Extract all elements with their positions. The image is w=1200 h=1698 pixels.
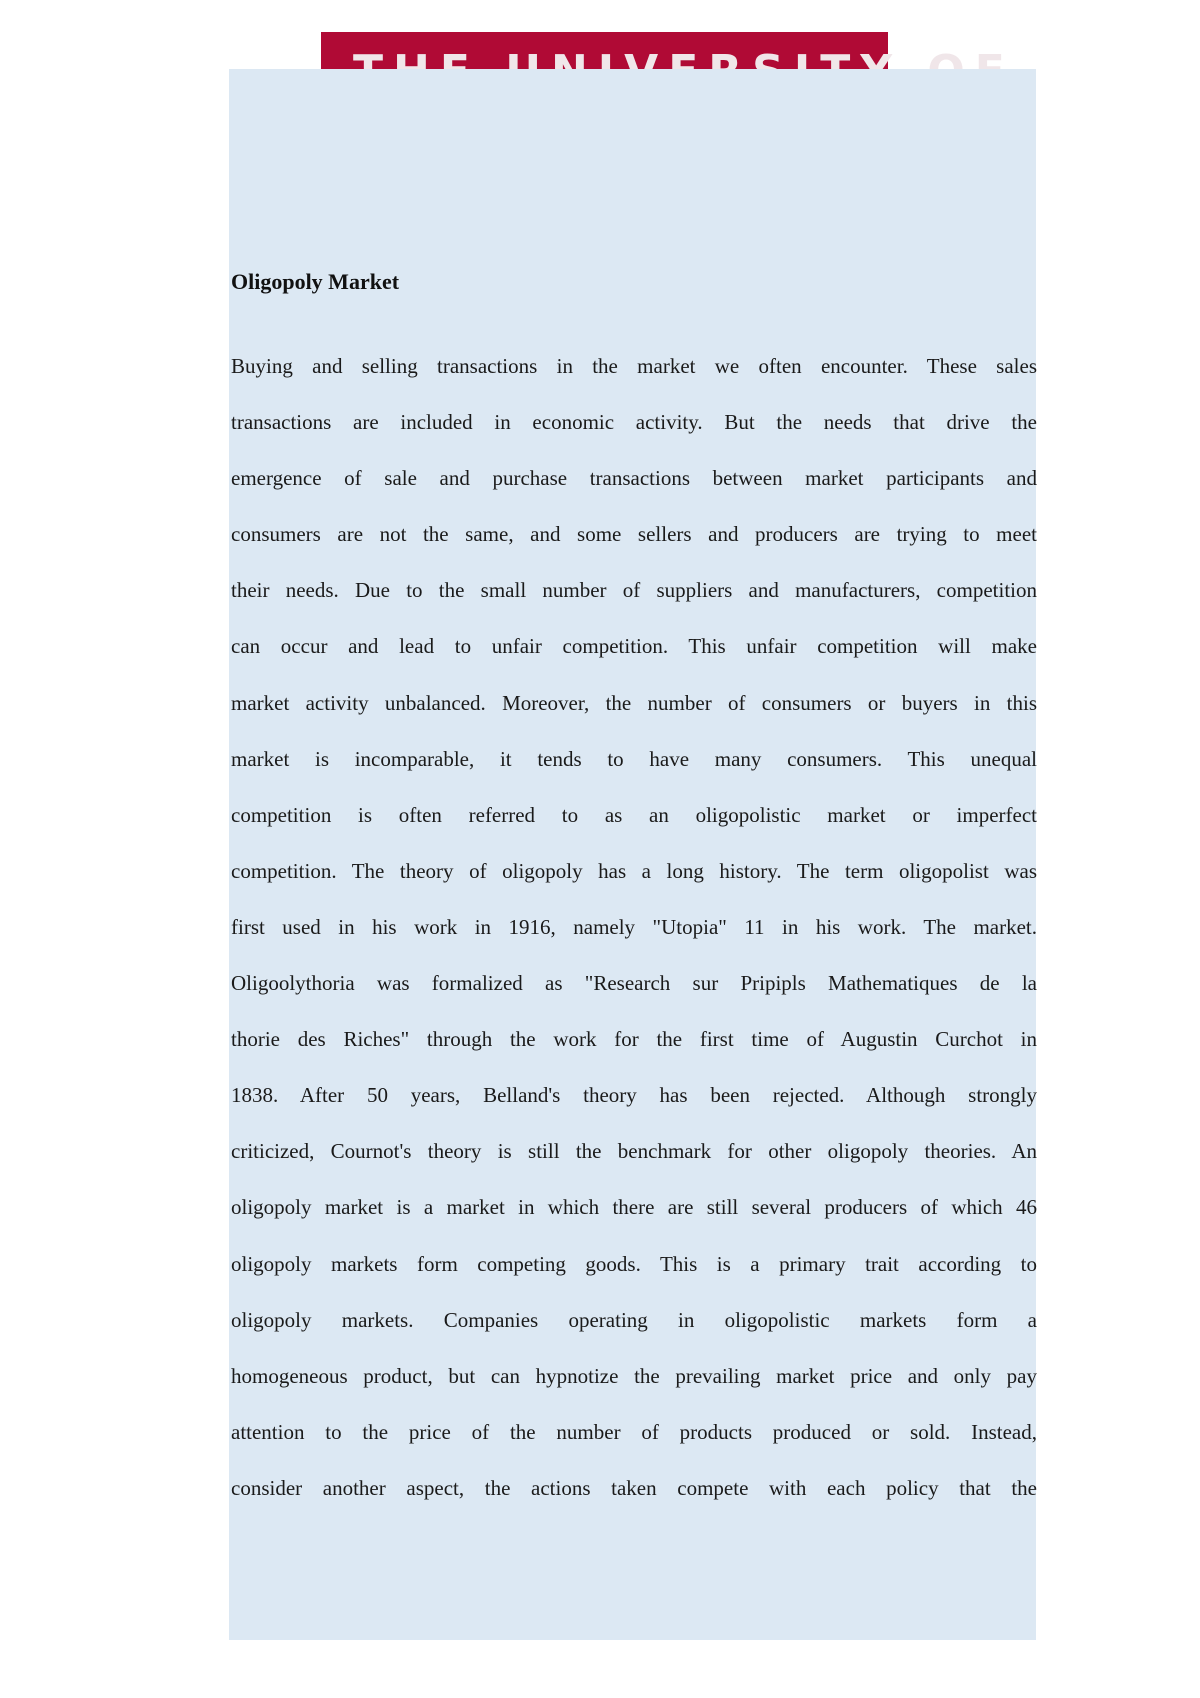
body-line: competition. The theory of oligopoly has a long history. The term oligopolist was [231,858,1037,883]
body-line: Buying and selling transactions in the market we often encounter. These sales [231,354,1037,378]
body-line: thorie des Riches" through the work for the first time of Augustin Curchot in [231,1027,1037,1052]
body-line: 1838. After 50 years, Belland's theory has been rejected. Although strongly [231,1083,1037,1108]
body-line: homogeneous product, but can hypnotize the prevailing market price and only pay [231,1363,1037,1388]
university-header-banner [321,32,888,72]
body-line: consider another aspect, the actions taken compete with each policy that the [231,1475,1037,1500]
body-line: consumers are not the same, and some sellers and producers are trying to meet [231,522,1037,547]
body-line: first used in his work in 1916, namely "Utopia" 11 in his work. The market. [231,914,1037,939]
body-line: oligopoly market is a market in which there are still several producers of which 46 [231,1195,1037,1220]
body-line: market activity unbalanced. Moreover, the number of consumers or buyers in this [231,690,1037,715]
body-line: transactions are included in economic activity. But the needs that drive the [231,410,1037,435]
body-line: emergence of sale and purchase transactions between market participants and [231,466,1037,491]
body-line: market is incomparable, it tends to have many consumers. This unequal [231,746,1037,771]
body-line: can occur and lead to unfair competition. This unfair competition will make [231,634,1037,659]
body-line: oligopoly markets. Companies operating in oligopolistic markets form a [231,1307,1037,1332]
body-line: criticized, Cournot's theory is still the benchmark for other oligopoly theories. An [231,1139,1037,1164]
document-heading: Oligopoly Market [231,269,400,294]
body-line: Oligoolythoria was formalized as "Research sur Pripipls Mathematiques de la [231,971,1037,996]
body-line: attention to the price of the number of products produced or sold. Instead, [231,1419,1037,1444]
document-body [231,338,1037,1516]
body-line: oligopoly markets form competing goods. This is a primary trait according to [231,1251,1037,1276]
body-line: their needs. Due to the small number of suppliers and manufacturers, competition [231,578,1037,603]
body-line: competition is often referred to as an oligopolistic market or imperfect [231,802,1037,827]
